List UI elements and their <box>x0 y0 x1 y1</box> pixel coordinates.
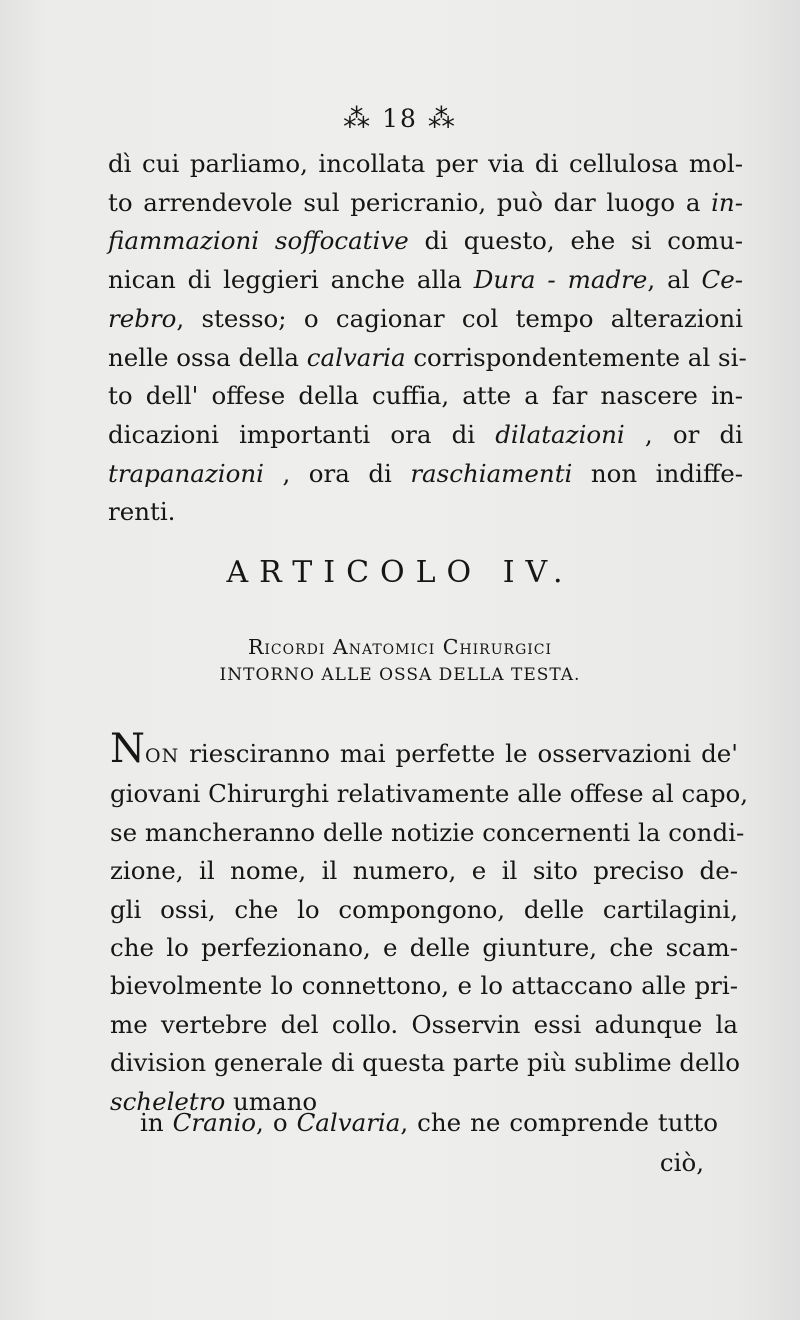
italic-term: Dura - madre <box>473 265 648 295</box>
text-line: nelle ossa della calvaria corrispondentemente al si- <box>108 342 747 372</box>
italic-term: rebro <box>108 303 177 333</box>
italic-term: Calvaria <box>296 1108 401 1137</box>
article-subtitle-line-2: INTORNO ALLE OSSA DELLA TESTA. <box>219 665 581 685</box>
italic-term: Ce- <box>701 265 743 295</box>
text-line: dicazioni importanti ora di dilatazioni , or di <box>108 419 743 449</box>
text-line: to dell' offese della cuffia, atte a far nascere in- <box>108 381 743 411</box>
text-line: me vertebre del collo. Osservin essi adunque la <box>110 1009 738 1039</box>
text-line: gli ossi, che lo compongono, delle cartilagini, <box>110 894 738 924</box>
text-line: NON riesciranno mai perfette le osservazioni de' <box>110 726 738 772</box>
italic-term: Cranio <box>172 1108 257 1137</box>
asterism-ornament-right-icon: ⁂ <box>427 103 457 134</box>
text-line: zione, il nome, il numero, e il sito preciso de- <box>110 856 738 886</box>
italic-term: fiammazioni soffocative <box>108 226 409 256</box>
text-line: se mancheranno delle notizie concernenti la condi- <box>110 817 745 847</box>
italic-term: in- <box>711 187 743 217</box>
page-header <box>0 103 800 134</box>
asterism-ornament-left-icon: ⁂ <box>343 103 373 134</box>
indented-line: in Cranio, o Calvaria, che ne comprende tutto <box>140 1108 718 1137</box>
continuation-paragraph <box>108 145 747 532</box>
italic-term: dilatazioni <box>495 419 625 449</box>
text-line: bievolmente lo connettono, e lo attaccano alle pri- <box>110 971 738 1001</box>
article-paragraph <box>110 726 749 1121</box>
italic-term: calvaria <box>306 342 406 372</box>
text-line: dì cui parliamo, incollata per via di cellulosa mol- <box>108 149 743 178</box>
article-subtitle-line-1: Ricordi Anatomici Chirurgici <box>247 635 553 659</box>
text-line: che lo perfezionano, e delle giunture, che scam- <box>110 933 738 963</box>
italic-term: raschiamenti <box>410 458 573 488</box>
text-line: division generale di questa parte più sublime dello <box>110 1048 740 1078</box>
catchword: ciò, <box>659 1148 704 1177</box>
text-line: rebro, stesso; o cagionar col tempo alterazioni <box>108 303 743 333</box>
text-line: nican di leggieri anche alla Dura - madre, al Ce- <box>108 265 743 295</box>
text-line: renti. <box>108 497 176 527</box>
text-line: giovani Chirurghi relativamente alle offese al capo, <box>110 779 749 809</box>
drop-cap: N <box>110 726 145 772</box>
text-line: to arrendevole sul pericranio, può dar luogo a in- <box>108 187 743 217</box>
italic-term: trapanazioni <box>108 458 264 488</box>
italic-term: scheletro <box>110 1086 226 1116</box>
page-number: 18 <box>382 104 418 133</box>
drop-cap-continuation: ON <box>145 745 180 767</box>
text-line: trapanazioni , ora di raschiamenti non indiffe- <box>108 458 744 488</box>
article-heading: ARTICOLO IV. <box>226 555 574 590</box>
text-line: fiammazioni soffocative di questo, ehe si comu- <box>108 226 744 256</box>
text-line: scheletro umano <box>110 1086 318 1116</box>
